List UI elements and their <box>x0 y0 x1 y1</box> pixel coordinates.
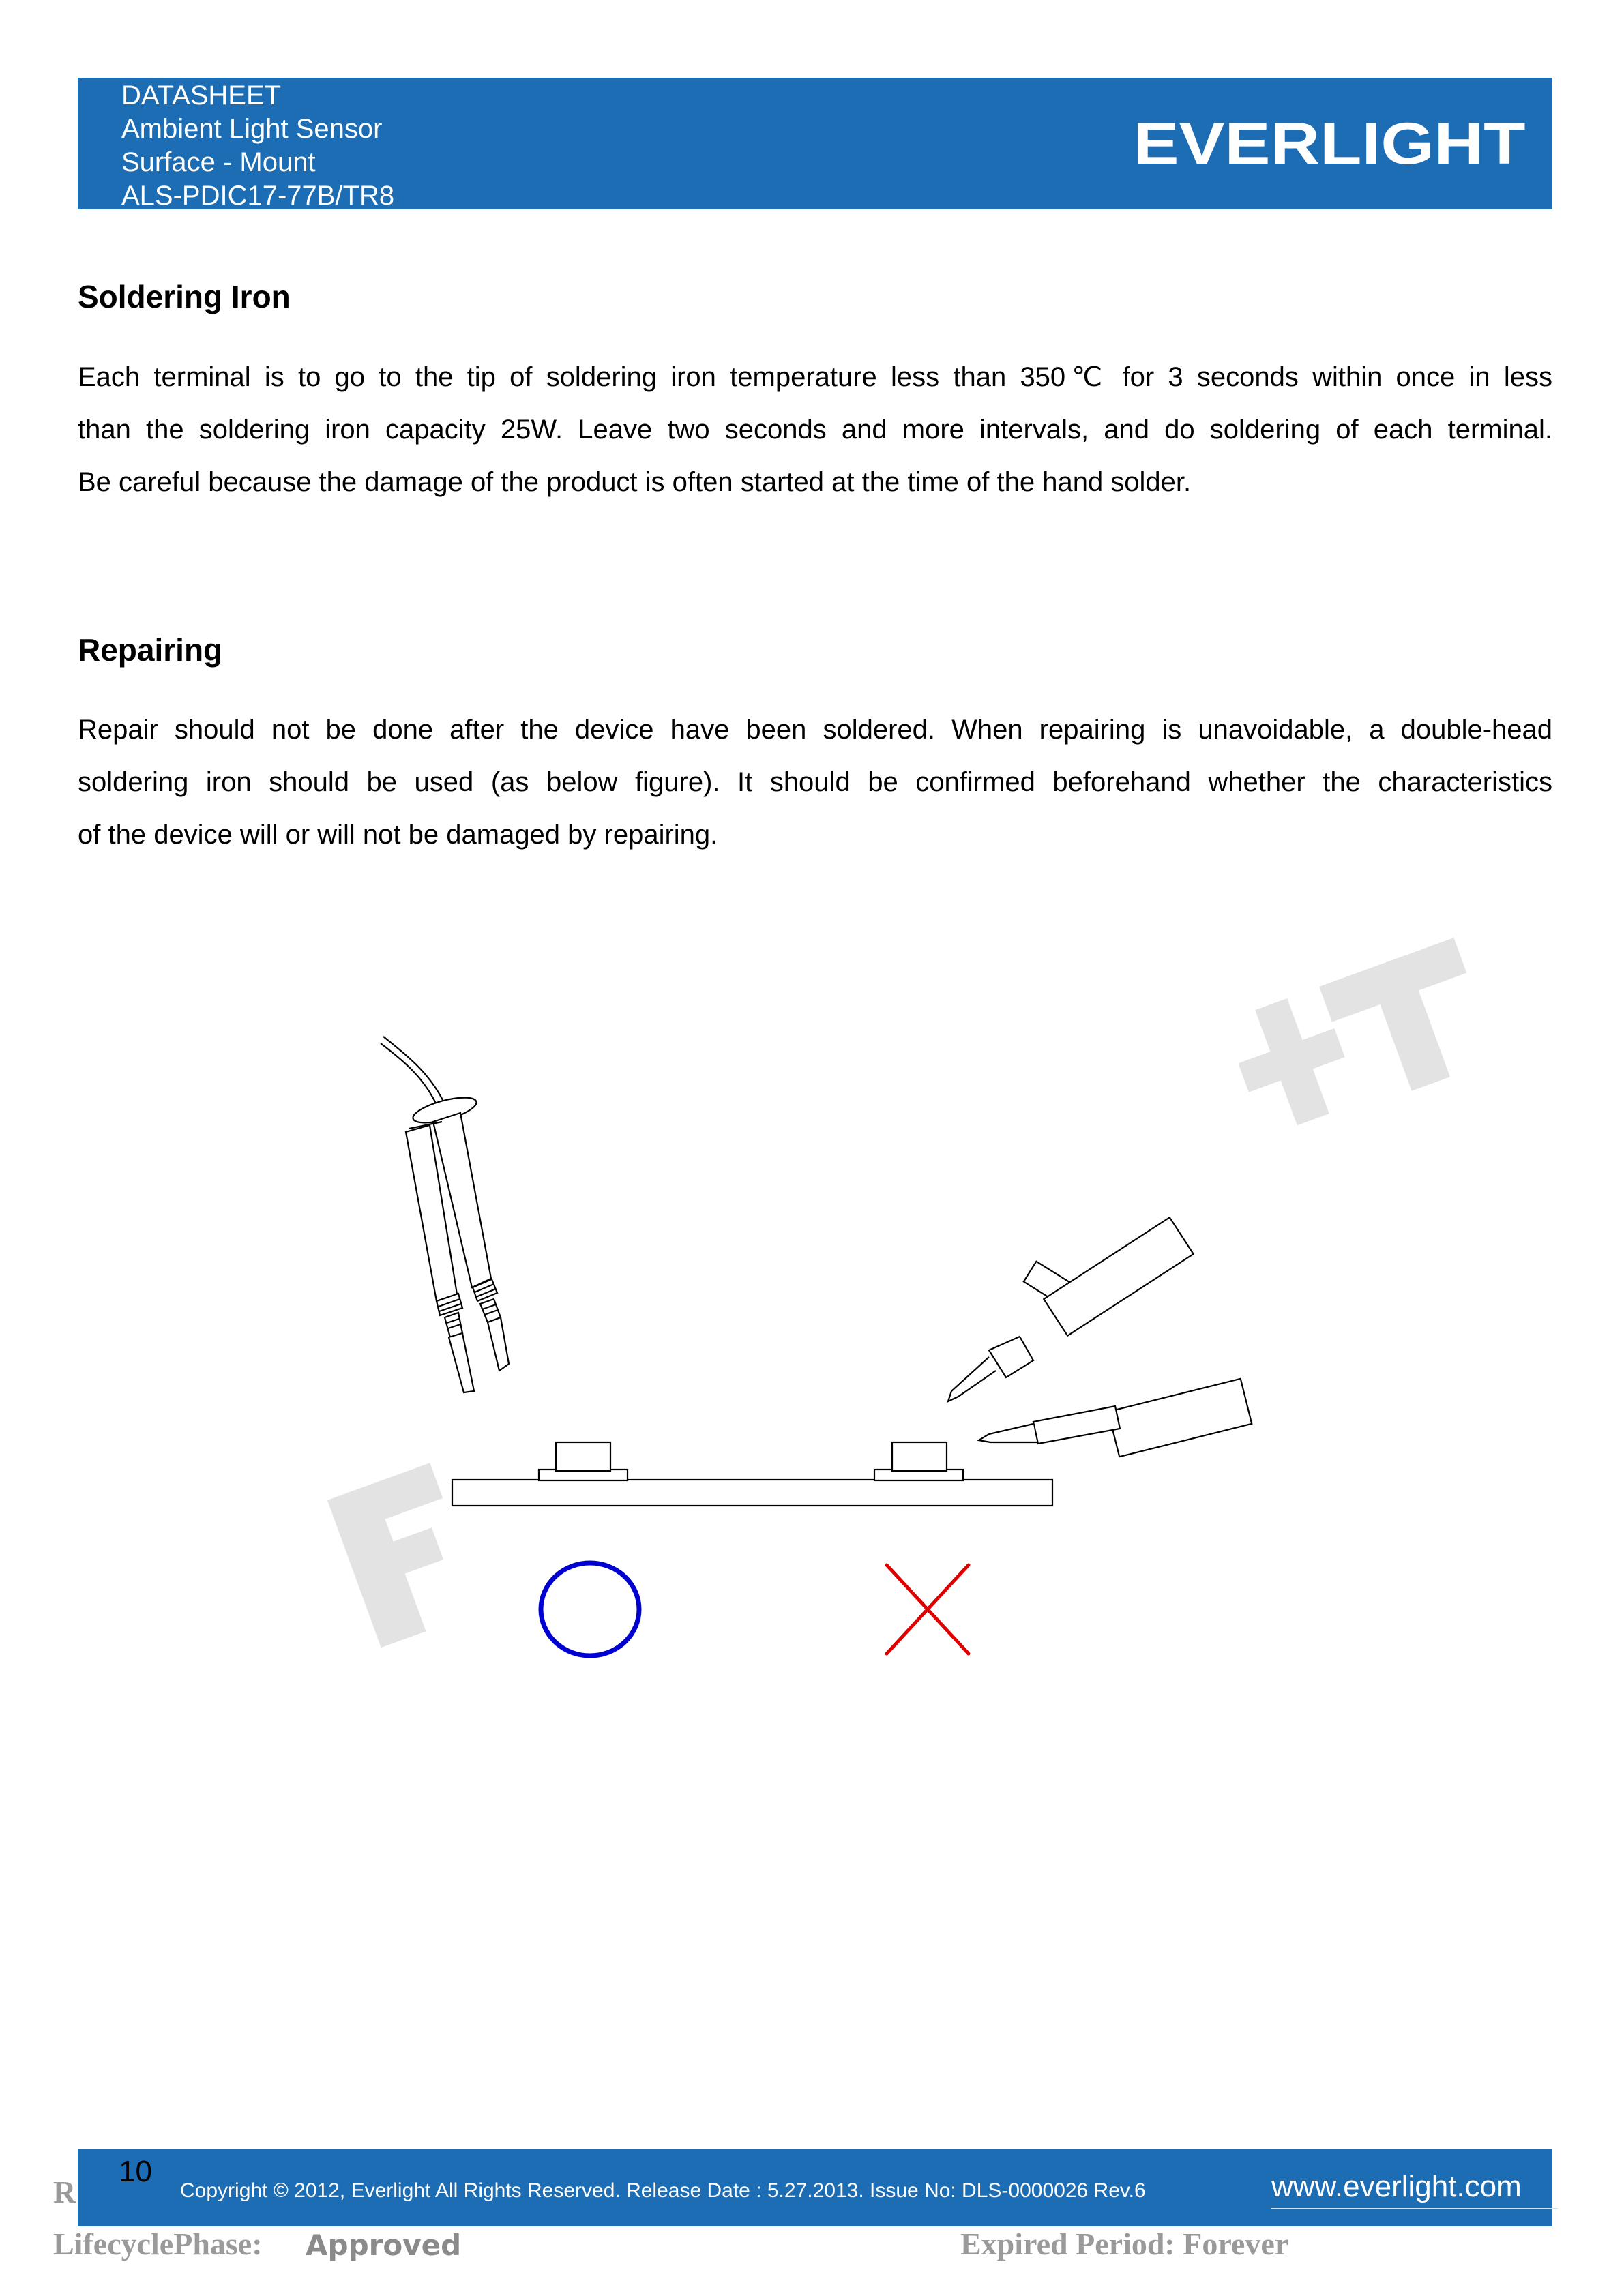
header-line-package: Surface - Mount <box>121 147 316 177</box>
footer-banner <box>78 2149 1552 2226</box>
correct-circle-symbol <box>541 1563 639 1656</box>
soldering-line-3: Be careful because the damage of the product is often started at the time of the hand solder. <box>78 467 1192 497</box>
logo-text: EVERLIGHT <box>1133 111 1526 177</box>
header-title-block <box>121 79 394 213</box>
section-title-soldering-iron: Soldering Iron <box>78 279 291 314</box>
everlight-logo <box>1128 109 1531 181</box>
stamp-left-fragment: R <box>53 2175 76 2209</box>
header-line-datasheet: DATASHEET <box>121 80 282 110</box>
soldering-line-1: Each terminal is to go to the tip of soldering iron temperature less than 350℃ for 3 seconds within once in less <box>78 362 1552 392</box>
double-head-soldering-iron <box>381 1037 509 1392</box>
wrong-cross-symbol <box>887 1565 969 1654</box>
header-banner <box>78 78 1552 209</box>
header-line-product: Ambient Light Sensor <box>121 114 383 144</box>
pcb-board <box>452 1442 1052 1506</box>
soldering-line-2: than the soldering iron capacity 25W. Leave two seconds and more intervals, and do soldering of each terminal. <box>78 415 1552 445</box>
header-line-part-number: ALS-PDIC17-77B/TR8 <box>121 181 395 211</box>
single-soldering-iron-upper <box>948 1217 1194 1401</box>
page-number: 10 <box>119 2155 152 2188</box>
website-link[interactable]: www.everlight.com <box>1271 2170 1522 2203</box>
repairing-line-3: of the device will or will not be damaged by repairing. <box>78 820 718 850</box>
copyright-text: Copyright © 2012, Everlight All Rights Reserved. Release Date : 5.27.2013. Issue No: DLS-0000026 Rev.6 <box>180 2179 1146 2202</box>
repair-figure <box>205 900 1501 1705</box>
soldering-iron-paragraph <box>78 351 1552 509</box>
watermark-logo <box>327 938 1498 1648</box>
website-underline <box>1271 2208 1558 2209</box>
repairing-line-2: soldering iron should be used (as below figure). It should be confirmed beforehand whether the characteristics <box>78 767 1552 797</box>
lifecycle-phase-value: Approved <box>306 2228 462 2262</box>
left-tip-coil <box>437 1294 474 1392</box>
lifecycle-phase-label: LifecyclePhase: <box>53 2226 263 2261</box>
section-title-repairing: Repairing <box>78 632 223 668</box>
single-soldering-iron-lower <box>979 1379 1252 1457</box>
expired-period: Expired Period: Forever <box>960 2226 1289 2261</box>
repairing-line-1: Repair should not be done after the device have been soldered. When repairing is unavoidable, a double-head <box>78 715 1552 745</box>
repairing-paragraph <box>78 704 1552 861</box>
right-tip-coil <box>473 1279 509 1371</box>
